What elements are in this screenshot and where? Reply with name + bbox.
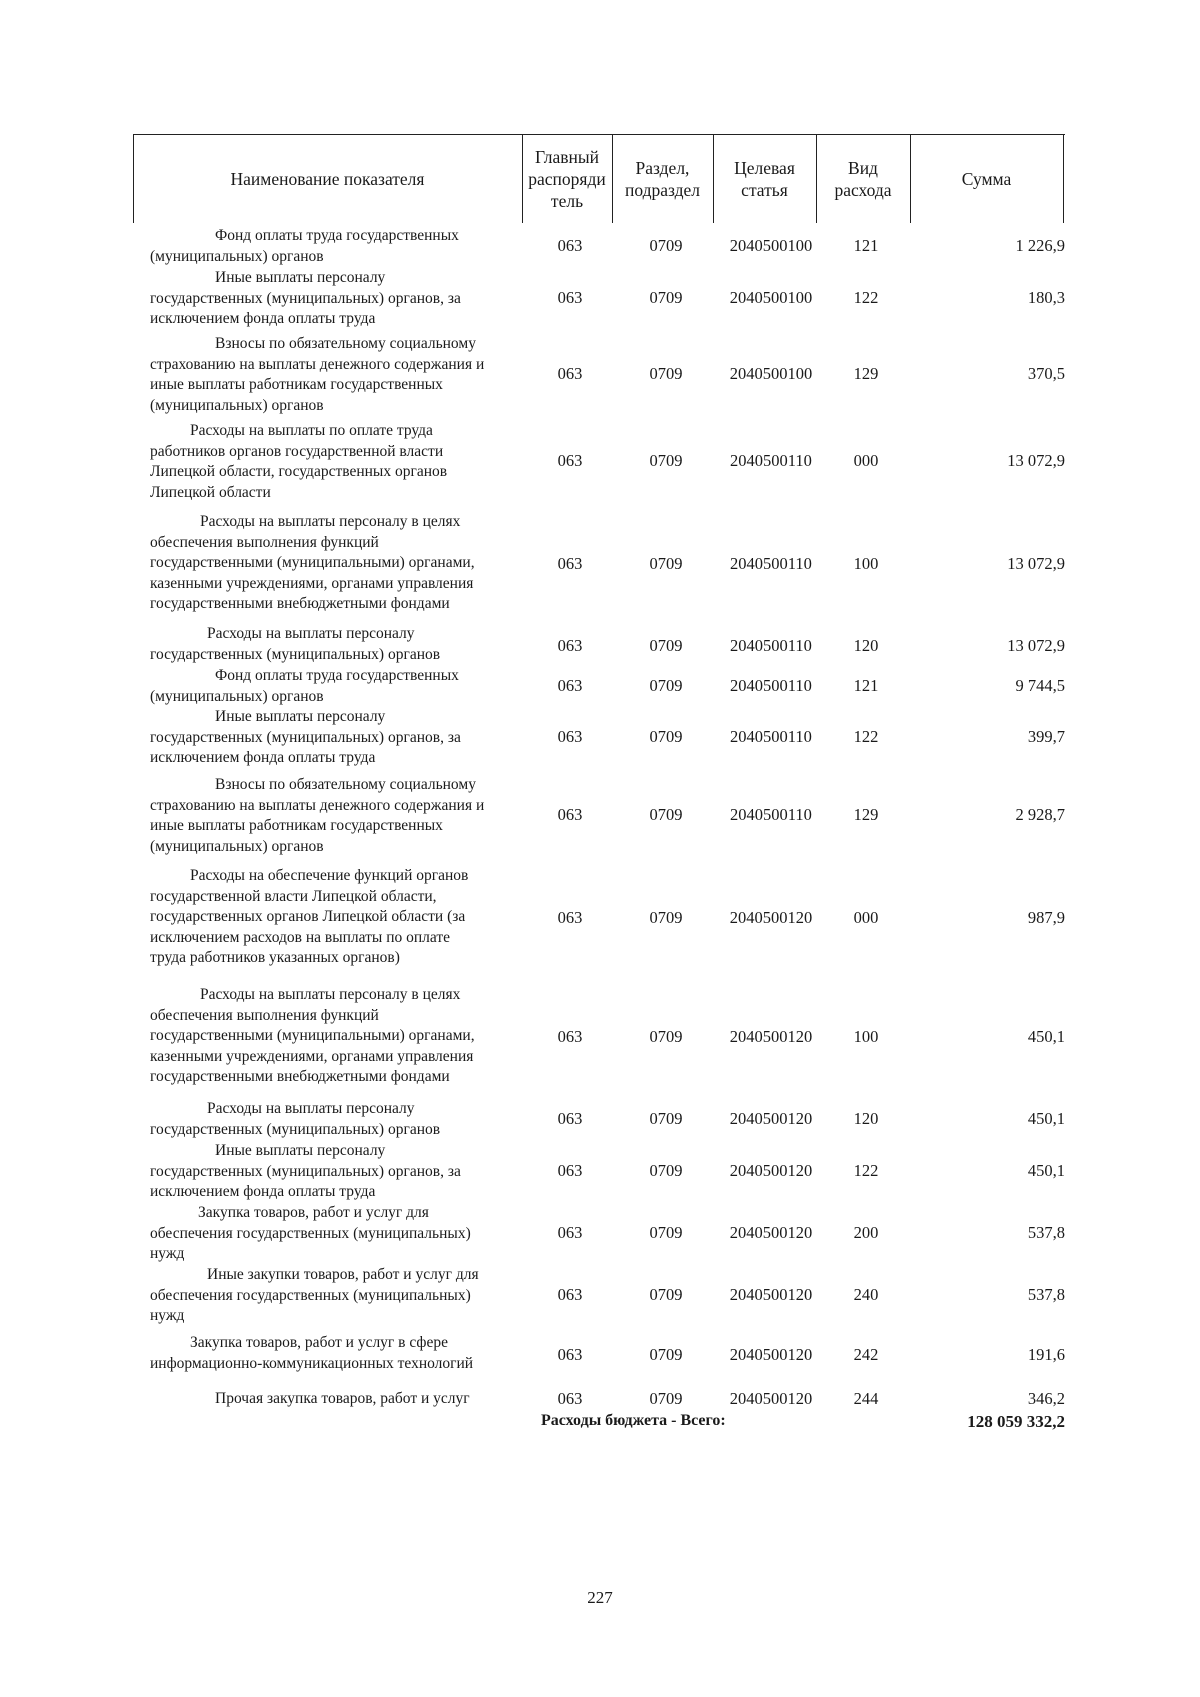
row-rz: 0709 [649,236,683,255]
row-cs: 2040500120 [729,1161,813,1180]
table-header [133,134,1065,222]
row-vr: 240 [853,1285,879,1304]
row-name-line: государственной власти Липецкой области, [150,887,437,905]
row-vr: 120 [853,636,879,655]
header-gr-line: распоряди [528,169,606,189]
row-name-line: обеспечения государственных (муниципальных) [150,1224,471,1242]
row-name [150,707,515,769]
row-sum: 450,1 [1027,1027,1065,1046]
row-name-line: государственных (муниципальных) органов [150,645,441,663]
row-vr: 122 [853,1161,879,1180]
row-vr: 244 [853,1389,879,1408]
row-vr: 200 [853,1223,879,1242]
row-vr: 122 [853,727,879,746]
header-name-text: Наименование показателя [230,169,425,189]
row-rz: 0709 [649,908,683,927]
row-sum: 13 072,9 [1007,636,1065,655]
row-name [150,512,515,615]
row-rz: 0709 [649,1161,683,1180]
row-sum: 180,3 [1027,288,1065,307]
row-name-line: исключением фонда оплаты труда [150,749,376,766]
row-name-line: обеспечения выполнения функций [150,533,379,551]
row-cs: 2040500120 [729,908,813,927]
row-name-line: труда работников указанных органов) [150,949,400,966]
header-gr-line: Главный [534,147,600,167]
row-vr: 122 [853,288,879,307]
row-gr: 063 [557,364,583,383]
row-gr: 063 [557,1161,583,1180]
row-name-line: нужд [150,1245,185,1262]
header-cs-line: статья [741,180,788,200]
row-rz: 0709 [649,1027,683,1046]
row-name-line: обеспечения государственных (муниципальных) [150,1286,471,1304]
row-name-line: Закупка товаров, работ и услуг в сфере [190,1334,448,1351]
row-rz: 0709 [649,1223,683,1242]
row-name-line: Фонд оплаты труда государственных [215,227,459,244]
row-name-line: государственными (муниципальными) органами, [150,1027,475,1044]
row-name-line: информационно-коммуникационных технологий [150,1354,474,1372]
row-rz: 0709 [649,1389,683,1408]
row-name-line: (муниципальных) органов [150,837,324,855]
total-label: Расходы бюджета - Всего: [541,1412,726,1429]
row-name-line: Расходы на выплаты персоналу [207,625,415,642]
row-name-line: страхованию на выплаты денежного содержания и [150,796,485,814]
row-vr: 120 [853,1109,879,1128]
header-sum [910,135,1063,223]
row-rz: 0709 [649,288,683,307]
row-vr: 129 [853,364,879,383]
row-name-line: нужд [150,1307,185,1324]
row-name-line: Расходы на выплаты персоналу в целях [200,986,461,1003]
row-sum: 191,6 [1027,1345,1065,1364]
header-cs-line: Целевая [734,158,795,178]
row-cs: 2040500120 [729,1389,813,1408]
header-vr-line: расхода [834,180,892,200]
row-name-line: исключением фонда оплаты труда [150,1183,376,1200]
row-gr: 063 [557,288,583,307]
row-cs: 2040500120 [729,1223,813,1242]
row-name-line: исключением фонда оплаты труда [150,310,376,327]
row-sum: 13 072,9 [1007,554,1065,573]
row-rz: 0709 [649,676,683,695]
row-gr: 063 [557,727,583,746]
row-name-line: иные выплаты работникам государственных [150,376,443,393]
row-rz: 0709 [649,554,683,573]
row-sum: 346,2 [1027,1389,1065,1408]
row-name-line: Иные выплаты персоналу [215,1142,386,1159]
row-name-line: иные выплаты работникам государственных [150,817,443,834]
row-name-line: Фонд оплаты труда государственных [215,667,459,684]
row-cs: 2040500110 [730,451,812,470]
row-cs: 2040500100 [729,236,813,255]
row-name-line: Закупка товаров, работ и услуг для [198,1204,429,1221]
row-vr: 000 [853,451,879,470]
header-name [133,135,522,223]
row-cs: 2040500110 [730,727,812,746]
row-name-line: государственных (муниципальных) органов, за [150,728,461,746]
row-cs: 2040500120 [729,1027,813,1046]
row-gr: 063 [557,236,583,255]
row-gr: 063 [557,554,583,573]
page-number: 227 [587,1588,613,1607]
row-name [150,666,515,707]
header-rz [612,135,713,223]
row-gr: 063 [557,1109,583,1128]
row-gr: 063 [557,805,583,824]
row-name-line: Прочая закупка товаров, работ и услуг [215,1390,470,1407]
row-name-line: казенными учреждениями, органами управления [150,1047,474,1065]
row-sum: 399,7 [1027,727,1065,746]
row-rz: 0709 [649,1285,683,1304]
row-sum: 537,8 [1027,1223,1065,1242]
row-vr: 242 [853,1345,879,1364]
row-name-line: Иные выплаты персоналу [215,708,386,725]
row-name [150,1389,515,1410]
row-name-line: казенными учреждениями, органами управления [150,574,474,592]
row-vr: 000 [853,908,879,927]
row-name [150,226,515,267]
row-name-line: государственными внебюджетными фондами [150,1068,450,1085]
row-cs: 2040500100 [729,364,813,383]
row-vr: 129 [853,805,879,824]
row-cs: 2040500110 [730,805,812,824]
row-vr: 100 [853,1027,879,1046]
total-value: 128 059 332,2 [967,1412,1065,1431]
row-name [150,1141,515,1203]
row-name-line: государственных органов Липецкой области (за [150,908,466,925]
row-name [150,624,515,665]
row-name-line: Расходы на выплаты персоналу в целях [200,513,461,530]
row-gr: 063 [557,636,583,655]
row-name-line: Липецкой области, государственных органов [150,463,448,480]
row-name-line: страхованию на выплаты денежного содержания и [150,355,485,373]
row-name [150,866,515,969]
row-name-line: Взносы по обязательному социальному [215,776,476,793]
row-name-line: Иные закупки товаров, работ и услуг для [207,1266,479,1283]
row-name [150,421,515,503]
row-name [150,1203,515,1265]
row-name-line: (муниципальных) органов [150,396,324,414]
row-gr: 063 [557,1389,583,1408]
row-sum: 370,5 [1027,364,1065,383]
row-name [150,334,515,416]
header-right-border [1063,135,1064,223]
row-sum: 450,1 [1027,1109,1065,1128]
row-name-line: работников органов государственной власти [150,442,444,460]
row-name [150,985,515,1088]
row-rz: 0709 [649,1109,683,1128]
row-name [150,1265,515,1327]
row-name-line: (муниципальных) органов [150,687,324,705]
row-name-line: Расходы на выплаты персоналу [207,1100,415,1117]
row-name-line: Расходы на выплаты по оплате труда [190,422,433,439]
row-sum: 450,1 [1027,1161,1065,1180]
row-vr: 121 [853,236,879,255]
row-cs: 2040500110 [730,636,812,655]
row-name-line: государственных (муниципальных) органов, за [150,1162,461,1180]
row-name-line: государственных (муниципальных) органов [150,1120,441,1138]
row-rz: 0709 [649,805,683,824]
row-sum: 13 072,9 [1007,451,1065,470]
row-rz: 0709 [649,1345,683,1364]
row-vr: 121 [853,676,879,695]
row-rz: 0709 [649,727,683,746]
header-sum-text: Сумма [961,169,1012,189]
row-name [150,1333,515,1374]
row-gr: 063 [557,451,583,470]
row-gr: 063 [557,1285,583,1304]
row-gr: 063 [557,1223,583,1242]
header-vr-line: Вид [848,158,878,178]
row-gr: 063 [557,1345,583,1364]
row-gr: 063 [557,908,583,927]
row-name-line: государственных (муниципальных) органов, за [150,289,461,307]
row-sum: 987,9 [1027,908,1065,927]
row-name-line: исключением расходов на выплаты по оплате [150,928,451,946]
row-gr: 063 [557,1027,583,1046]
row-gr: 063 [557,676,583,695]
header-rz-line: подраздел [624,180,701,200]
row-sum: 9 744,5 [1015,676,1065,695]
row-name [150,775,515,857]
header-gr [522,135,612,223]
row-sum: 537,8 [1027,1285,1065,1304]
row-name-line: (муниципальных) органов [150,247,324,265]
row-name-line: государственными (муниципальными) органами, [150,554,475,571]
row-name-line: Липецкой области [150,483,271,501]
row-sum: 2 928,7 [1015,805,1065,824]
row-rz: 0709 [649,451,683,470]
header-cs [713,135,816,223]
row-cs: 2040500110 [730,554,812,573]
row-cs: 2040500120 [729,1285,813,1304]
row-rz: 0709 [649,636,683,655]
row-name-line: обеспечения выполнения функций [150,1006,379,1024]
row-cs: 2040500120 [729,1109,813,1128]
row-name-line: Расходы на обеспечение функций органов [190,867,469,884]
row-cs: 2040500120 [729,1345,813,1364]
header-gr-line: тель [550,191,584,211]
row-sum: 1 226,9 [1015,236,1065,255]
row-name-line: Иные выплаты персоналу [215,269,386,286]
row-rz: 0709 [649,364,683,383]
header-vr [816,135,910,223]
row-name-line: государственными внебюджетными фондами [150,595,450,612]
row-vr: 100 [853,554,879,573]
row-name [150,268,515,330]
header-rz-line: Раздел, [635,158,690,178]
row-name-line: Взносы по обязательному социальному [215,335,476,352]
row-cs: 2040500110 [730,676,812,695]
row-name [150,1099,515,1140]
row-cs: 2040500100 [729,288,813,307]
